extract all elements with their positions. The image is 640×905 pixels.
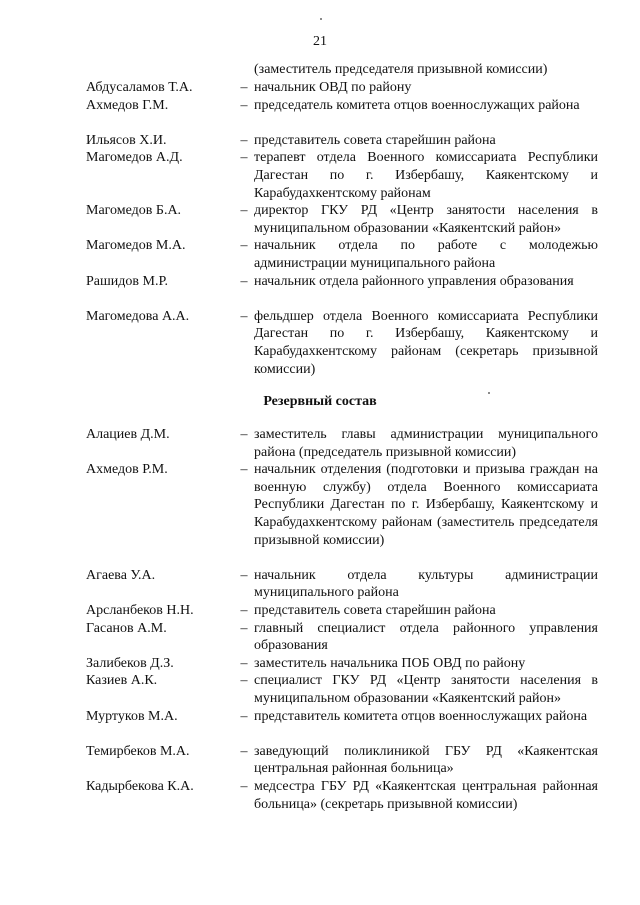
dash: –	[240, 778, 248, 794]
member-name: Магомедов М.А.	[86, 238, 186, 254]
member-name: Темирбеков М.А.	[86, 743, 190, 759]
dash: –	[240, 150, 248, 166]
member-name: Магомедов Б.А.	[86, 203, 182, 219]
main-members-list	[86, 79, 598, 378]
member-row	[86, 743, 598, 778]
dash: –	[240, 462, 248, 478]
member-row	[86, 461, 598, 567]
member-row	[86, 237, 598, 272]
dash: –	[240, 238, 248, 254]
dash: –	[240, 97, 248, 113]
member-role: директор ГКУ РД «Центр занятости населения в муниципальном образовании «Каякентский район»	[254, 203, 598, 236]
dash: –	[240, 203, 248, 219]
dash: –	[240, 567, 248, 583]
member-row	[86, 567, 598, 602]
member-name: Казиев А.К.	[86, 673, 158, 689]
member-name: Магомедов А.Д.	[86, 150, 183, 166]
reserve-heading: Резервный состав	[263, 394, 377, 409]
member-role: главный специалист отдела районного управления образования	[254, 620, 598, 654]
member-role: начальник отдела культуры администрации муниципального района	[254, 567, 598, 601]
member-name: Муртуков М.А.	[86, 708, 178, 724]
member-role: представитель совета старейшин района	[254, 132, 496, 148]
member-name: Ахмедов Г.М.	[86, 97, 169, 113]
member-row	[86, 132, 598, 150]
member-name: Рашидов М.Р.	[86, 273, 168, 289]
dash: –	[240, 708, 248, 724]
member-role: начальник отдела по работе с молодежью администрации муниципального района	[254, 238, 598, 271]
member-row	[86, 273, 598, 308]
member-role: заместитель начальника ПОБ ОВД по району	[254, 655, 526, 671]
member-name: Алациев Д.М.	[86, 427, 170, 442]
member-role: председатель комитета отцов военнослужащих района	[254, 97, 580, 113]
member-role: представитель совета старейшин района	[254, 602, 496, 618]
member-row	[86, 202, 598, 237]
member-name: Кадырбекова К.А.	[86, 778, 194, 794]
member-row	[86, 149, 598, 202]
member-role: представитель комитета отцов военнослужащих района	[254, 708, 588, 724]
dash: –	[240, 273, 248, 289]
scan-speck	[320, 18, 322, 20]
member-role: фельдшер отдела Военного комиссариата Республики Дагестан по г. Избербашу, Каякентскому и Карабудахкентскому районам (секретарь призывной комиссии)	[254, 308, 598, 377]
dash: –	[240, 80, 248, 95]
member-row	[86, 778, 598, 831]
dash: –	[240, 673, 248, 689]
member-row	[86, 308, 598, 378]
member-role: терапевт отдела Военного комиссариата Республики Дагестан по г. Избербашу, Каякентскому и Карабудахкентскому районам	[254, 150, 598, 201]
member-role: медсестра ГБУ РД «Каякентская центральная районная больница» (секретарь призывной комиссии)	[254, 778, 598, 812]
member-name: Арсланбеков Н.Н.	[86, 602, 194, 618]
member-row	[86, 79, 598, 97]
dash: –	[240, 308, 248, 324]
member-role: заведующий поликлиникой ГБУ РД «Каякентская центральная районная больница»	[254, 743, 598, 777]
dash: –	[240, 427, 248, 442]
member-role: заместитель главы администрации муниципального района (председатель призывной комиссии)	[254, 427, 598, 460]
continuation-text: (заместитель председателя призывной комиссии)	[254, 62, 548, 77]
member-row	[86, 97, 598, 132]
member-row	[86, 672, 598, 707]
dash: –	[240, 743, 248, 759]
member-role: специалист ГКУ РД «Центр занятости населения в муниципальном образовании «Каякентский район»	[254, 673, 598, 706]
member-row	[86, 602, 598, 620]
member-name: Магомедова А.А.	[86, 308, 190, 324]
member-role: начальник отделения (подготовки и призыва граждан на военную службу) отдела Военного комиссариата Республики Дагестан по г. Избербашу, Каякентскому и Карабудахкентскому районам (заместитель председателя призывной комиссии)	[254, 462, 598, 548]
dash: –	[240, 602, 248, 618]
member-row	[86, 620, 598, 655]
member-role: начальник ОВД по району	[254, 80, 412, 95]
member-name: Агаева У.А.	[86, 567, 156, 583]
page-number: 21	[313, 34, 327, 49]
reserve-members-list	[86, 426, 598, 831]
dash: –	[240, 620, 248, 636]
member-row	[86, 708, 598, 743]
member-name: Ахмедов Р.М.	[86, 462, 168, 478]
member-name: Гасанов А.М.	[86, 620, 167, 636]
member-row	[86, 426, 598, 461]
dash: –	[240, 655, 248, 671]
member-name: Залибеков Д.З.	[86, 655, 174, 671]
member-role: начальник отдела районного управления образования	[254, 273, 574, 289]
member-name: Абдусаламов Т.А.	[86, 80, 193, 95]
dash: –	[240, 132, 248, 148]
member-name: Ильясов Х.И.	[86, 132, 167, 148]
scan-speck	[488, 392, 490, 394]
member-row	[86, 655, 598, 673]
